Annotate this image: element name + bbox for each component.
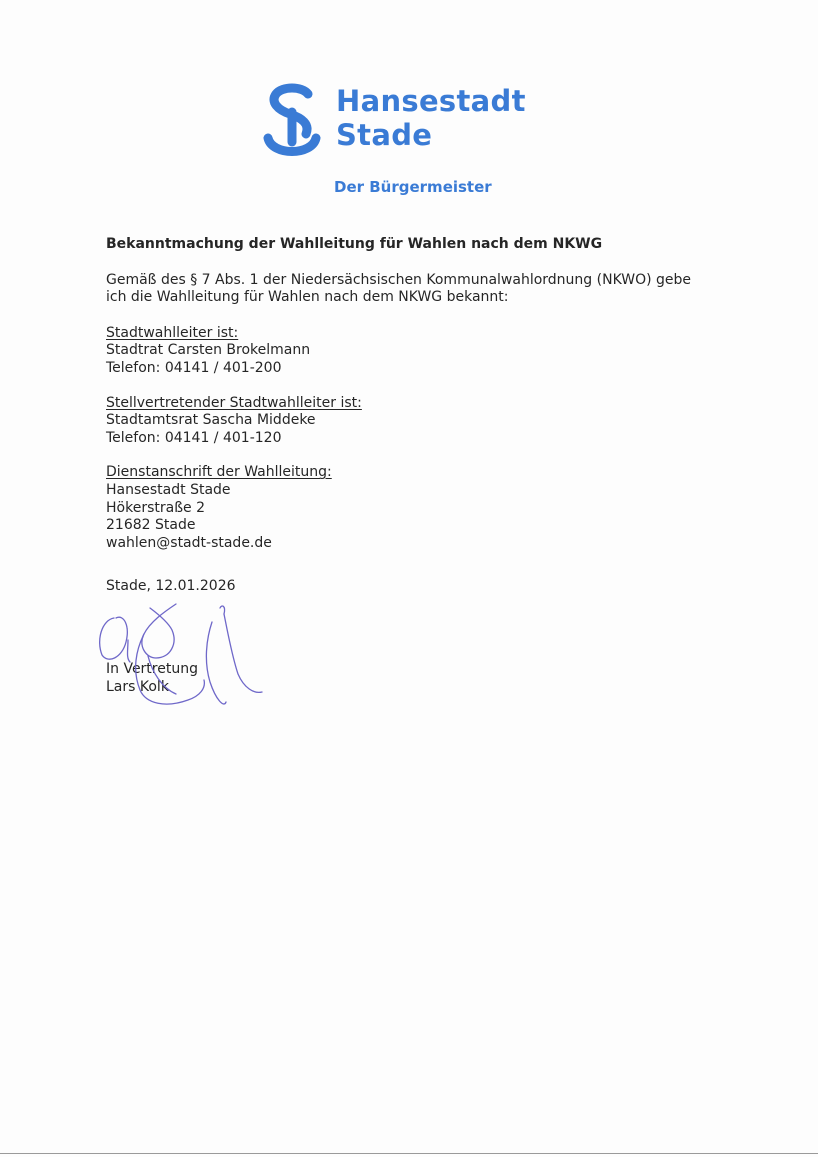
intro-paragraph — [106, 272, 746, 307]
logo-line-2: Stade — [336, 118, 433, 152]
address-block — [106, 464, 746, 552]
logo-line-1: Hansestadt — [336, 84, 526, 118]
signoff-line-1: In Vertretung — [106, 661, 198, 677]
address-email: wahlen@stadt-stade.de — [106, 534, 272, 551]
intro-line-1: Gemäß des § 7 Abs. 1 der Niedersächsischen Kommunalwahlordnung (NKWO) gebe — [106, 271, 692, 288]
deputy-phone: Telefon: 04141 / 401-120 — [106, 429, 282, 446]
deputy-name: Stadtamtsrat Sascha Middeke — [106, 412, 316, 429]
document-title: Bekanntmachung der Wahlleitung für Wahlen nach dem NKWG — [106, 236, 603, 252]
address-line-2: Hökerstraße 2 — [106, 499, 205, 516]
bottom-edge-rule — [0, 1153, 818, 1154]
handwritten-signature — [92, 600, 272, 712]
office-subtitle: Der Bürgermeister — [334, 178, 492, 196]
logo-wordmark — [336, 84, 526, 152]
place-and-date: Stade, 12.01.2026 — [106, 578, 236, 595]
intro-line-2: ich die Wahlleitung für Wahlen nach dem NKWG bekannt: — [106, 289, 509, 306]
signoff-line-2: Lars Kolk — [106, 678, 169, 695]
leader-block — [106, 325, 746, 378]
address-line-1: Hansestadt Stade — [106, 481, 231, 498]
hansestadt-stade-logo — [262, 82, 542, 162]
address-line-3: 21682 Stade — [106, 517, 196, 534]
leader-name: Stadtrat Carsten Brokelmann — [106, 342, 311, 359]
stade-anchor-s-icon — [262, 82, 322, 160]
leader-label: Stadtwahlleiter ist: — [106, 324, 239, 341]
address-label: Dienstanschrift der Wahlleitung: — [106, 464, 332, 481]
leader-phone: Telefon: 04141 / 401-200 — [106, 359, 282, 376]
deputy-label: Stellvertretender Stadtwahlleiter ist: — [106, 394, 362, 411]
deputy-block — [106, 395, 746, 448]
document-body — [106, 236, 746, 596]
